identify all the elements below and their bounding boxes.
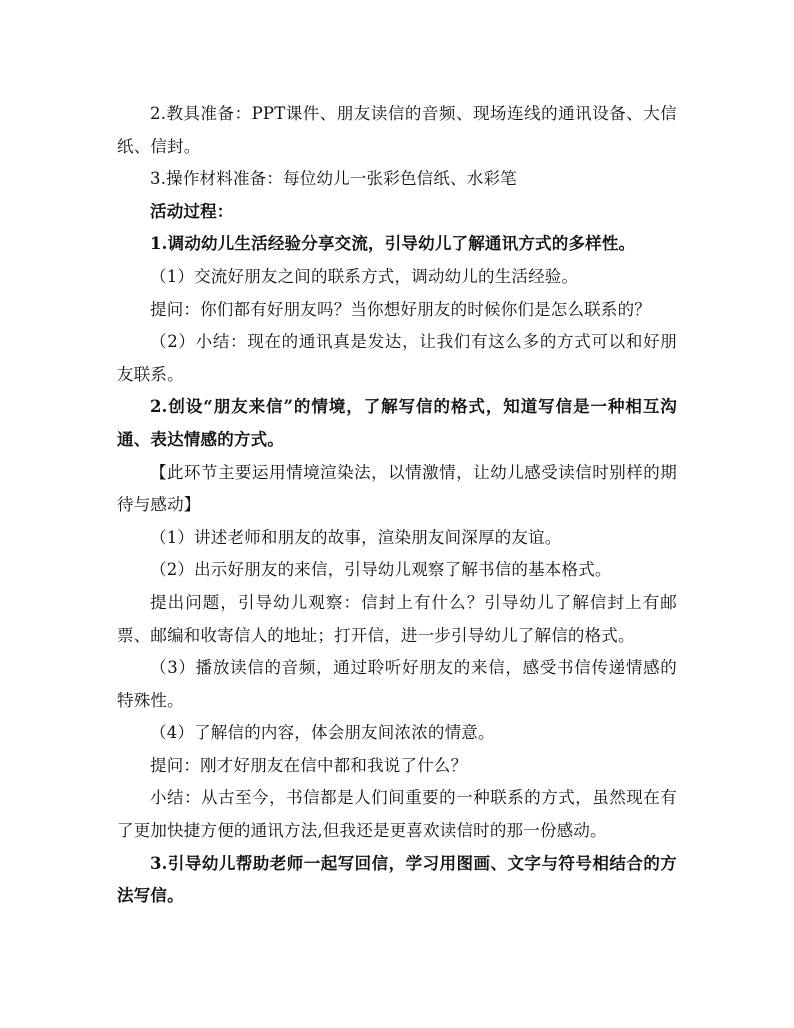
paragraph-step2-item3: （3）播放读信的音频，通过聆听好朋友的来信，感受书信传递情感的特殊性。 <box>117 658 677 710</box>
paragraph-step2-item2: （2）出示好朋友的来信，引导幼儿观察了解书信的基本格式。 <box>150 560 612 580</box>
paragraph-step1-summary: （2）小结：现在的通讯真是发达，让我们有这么多的方式可以和好朋友联系。 <box>117 332 677 384</box>
paragraph-step2-item1: （1）讲述老师和朋友的故事，渲染朋友间深厚的友谊。 <box>150 527 562 547</box>
paragraph-step1-item1: （1）交流好朋友之间的联系方式，调动幼儿的生活经验。 <box>150 266 579 286</box>
paragraph-materials-prep: 3.操作材料准备：每位幼儿一张彩色信纸、水彩笔 <box>150 169 517 189</box>
paragraph-step2-item4: （4）了解信的内容，体会朋友间浓浓的情意。 <box>150 723 495 743</box>
paragraph-step1-question: 提问：你们都有好朋友吗？当你想好朋友的时候你们是怎么联系的？ <box>150 299 651 319</box>
step-heading-3: 3.引导幼儿帮助老师一起写回信，学习用图画、文字与符号相结合的方法写信。 <box>117 853 677 906</box>
paragraph-step2-question: 提问：刚才好朋友在信中都和我说了什么？ <box>150 755 468 775</box>
paragraph-step2-summary: 小结：从古至今，书信都是人们间重要的一种联系的方式，虽然现在有了更加快捷方便的通讯方法,但我还是更喜欢读信时的那一份感动。 <box>117 788 677 841</box>
paragraph-step2-note: 【此环节主要运用情境渲染法，以情激情，让幼儿感受读信时别样的期待与感动】 <box>117 462 677 515</box>
step-heading-1: 1.调动幼儿生活经验分享交流，引导幼儿了解通讯方式的多样性。 <box>150 234 636 254</box>
step-heading-2: 2.创设“朋友来信”的情境，了解写信的格式，知道写信是一种相互沟通、表达情感的方式。 <box>117 397 677 449</box>
document-page <box>117 98 677 913</box>
section-heading-process: 活动过程： <box>150 201 234 221</box>
paragraph-step2-observe: 提出问题，引导幼儿观察：信封上有什么？引导幼儿了解信封上有邮票、邮编和收寄信人的地址；打开信，进一步引导幼儿了解信的格式。 <box>117 592 677 645</box>
paragraph-tools-prep: 2.教具准备：PPT课件、朋友读信的音频、现场连线的通讯设备、大信纸、信封。 <box>117 104 677 156</box>
